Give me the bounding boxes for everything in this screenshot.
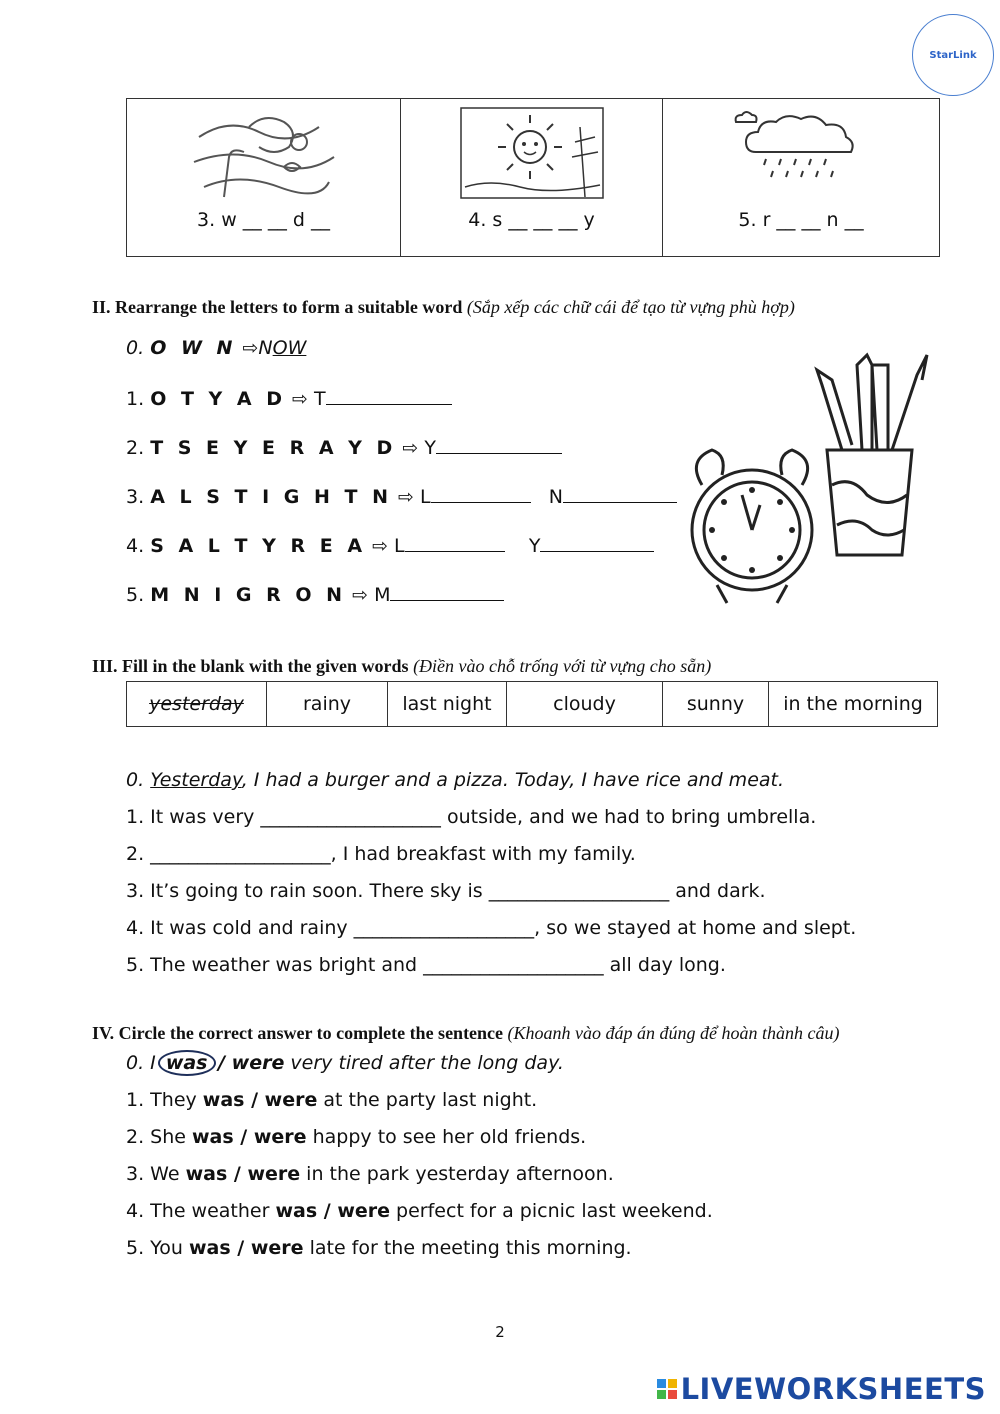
fill-sentence-2[interactable]: 2. ___________________, I had breakfast with my family. (126, 843, 636, 865)
scrambled-letters: A L S T I G H T N (150, 486, 392, 508)
word-bank-word: last night (402, 693, 492, 715)
answer-blank[interactable] (436, 435, 562, 454)
arrow-icon: ⇨ (352, 584, 369, 606)
scrambled-letters: O T Y A D (150, 388, 286, 410)
word-bank-word: sunny (686, 693, 745, 715)
picture-cell-sunny (401, 99, 663, 256)
rearrange-row-2 (126, 435, 562, 459)
scrambled-letters: T S E Y E R A Y D (150, 437, 397, 459)
liveworksheets-logo-icon (657, 1379, 677, 1399)
answer-blank[interactable] (390, 582, 504, 601)
row-number: 2. (126, 437, 145, 459)
option-separator: / (227, 1163, 248, 1185)
row-number: 0. (126, 337, 145, 359)
option-separator: / (317, 1200, 338, 1222)
circle-sentence-5 (126, 1237, 632, 1259)
section-4-title: IV. Circle the correct answer to complete the sentence (92, 1023, 504, 1043)
picture-label: 4. s __ __ __ y (468, 209, 595, 231)
option-were[interactable]: were (337, 1200, 391, 1222)
rearrange-row-4 (126, 533, 654, 557)
example-rest: , I had a burger and a pizza. Today, I have rice and meat. (241, 769, 785, 791)
section-2-heading (92, 297, 795, 318)
word-bank-cell (267, 682, 388, 726)
word-bank-cell (127, 682, 267, 726)
rearrange-row-5 (126, 582, 504, 606)
clock-and-pencil-cup-icon (672, 345, 934, 607)
option-was[interactable]: was (192, 1126, 234, 1148)
option: were (231, 1052, 285, 1074)
sentence-start: 3. We (126, 1163, 186, 1185)
option-was[interactable]: was (275, 1200, 318, 1222)
example-number: 0. (126, 769, 145, 791)
picture-label: 5. r __ __ n __ (738, 209, 864, 231)
fill-sentence-4[interactable]: 4. It was cold and rainy ___________________, so we stayed at home and slept. (126, 917, 857, 939)
circled-option: was (158, 1050, 216, 1076)
sentence-end: happy to see her old friends. (306, 1126, 587, 1148)
sentence-end: at the party last night. (317, 1089, 538, 1111)
scrambled-letters: S A L T Y R E A (150, 535, 367, 557)
word-bank (126, 681, 938, 727)
answer-blank[interactable] (431, 484, 531, 503)
circle-sentence-4 (126, 1200, 713, 1222)
answer-blank[interactable] (563, 484, 677, 503)
option-separator: / (211, 1052, 232, 1074)
option-was[interactable]: was (185, 1163, 228, 1185)
option-separator: / (230, 1237, 251, 1259)
weather-picture-table (126, 98, 940, 257)
sunny-icon (460, 107, 604, 201)
section-4-subtitle: (Khoanh vào đáp án đúng để hoàn thành câu) (507, 1023, 840, 1043)
scrambled-letters: O W N (150, 337, 237, 359)
section-4-heading (92, 1023, 840, 1044)
arrow-icon: ⇨ (292, 388, 308, 410)
scrambled-letters: M N I G R O N (150, 584, 347, 606)
option-were[interactable]: were (250, 1237, 304, 1259)
rearrange-row-1 (126, 386, 452, 410)
sentence-end: in the park yesterday afternoon. (300, 1163, 614, 1185)
picture-label: 3. w __ __ d __ (197, 209, 330, 231)
row-number: 5. (126, 584, 145, 606)
sentence-start: 4. The weather (126, 1200, 276, 1222)
answer-blank[interactable] (405, 533, 505, 552)
brand-text: LIVEWORKSHEETS (680, 1372, 986, 1406)
rainy-icon (726, 107, 876, 187)
word-bank-word: in the morning (783, 693, 923, 715)
option-separator: / (233, 1126, 254, 1148)
section-3-subtitle: (Điền vào chỗ trống với từ vựng cho sẵn) (413, 656, 712, 676)
page-number: 2 (495, 1323, 505, 1341)
row-number: 4. (126, 535, 145, 557)
answer-rest: OW (272, 337, 307, 359)
sentence-end: very tired after the long day. (284, 1052, 564, 1074)
fill-sentence-3[interactable]: 3. It’s going to rain soon. There sky is ___________________ and dark. (126, 880, 766, 902)
option-was[interactable]: was (188, 1237, 231, 1259)
word-bank-word: yesterday (149, 693, 244, 715)
option-was[interactable]: was (202, 1089, 245, 1111)
picture-cell-windy (127, 99, 401, 256)
example-answer: Yesterday (150, 769, 242, 791)
circle-example (126, 1052, 564, 1074)
sentence-end: late for the meeting this morning. (303, 1237, 632, 1259)
picture-cell-rainy (663, 99, 939, 256)
sentence-start: 2. She (126, 1126, 192, 1148)
word-bank-word: cloudy (553, 693, 616, 715)
arrow-icon: ⇨ (398, 486, 414, 508)
option-were[interactable]: were (264, 1089, 318, 1111)
answer-blank[interactable] (326, 386, 452, 405)
section-3-heading (92, 656, 711, 677)
circle-sentence-1 (126, 1089, 537, 1111)
hint-letter: L (394, 535, 405, 557)
word-bank-word: rainy (302, 693, 352, 715)
circle-sentence-2 (126, 1126, 586, 1148)
rearrange-row-3 (126, 484, 677, 508)
starlink-logo (912, 14, 994, 96)
arrow-icon: ⇨ (372, 535, 388, 557)
row-number: 1. (126, 388, 145, 410)
section-2-title: II. Rearrange the letters to form a suitable word (92, 297, 463, 317)
row-number: 3. (126, 486, 145, 508)
fill-example (126, 769, 784, 791)
hint-letter: L (420, 486, 431, 508)
liveworksheets-brand[interactable] (657, 1372, 986, 1406)
hint-letter: N (548, 486, 563, 508)
hint-letter: T (314, 388, 326, 410)
option-were[interactable]: were (247, 1163, 301, 1185)
hint-letter: Y (528, 535, 541, 557)
section-2-subtitle: (Sắp xếp các chữ cái để tạo từ vựng phù hợp) (466, 297, 795, 317)
hint-letter: M (374, 584, 391, 606)
rearrange-row-0 (126, 337, 306, 359)
arrow-icon: ⇨ (402, 437, 419, 459)
answer-blank[interactable] (540, 533, 654, 552)
word-bank-cell (507, 682, 663, 726)
fill-sentence-5[interactable]: 5. The weather was bright and ___________________ all day long. (126, 954, 726, 976)
fill-sentence-1[interactable]: 1. It was very ___________________ outside, and we had to bring umbrella. (126, 806, 817, 828)
logo-text: StarLink (929, 49, 977, 61)
sentence-end: perfect for a picnic last weekend. (390, 1200, 713, 1222)
section-3-title: III. Fill in the blank with the given words (92, 656, 409, 676)
circle-sentence-3 (126, 1163, 614, 1185)
sentence-start: 0. I (126, 1052, 162, 1074)
word-bank-cell (663, 682, 769, 726)
sentence-start: 1. They (126, 1089, 203, 1111)
hint-letter: Y (424, 437, 436, 459)
option-were[interactable]: were (253, 1126, 307, 1148)
answer-prefix: N (258, 337, 273, 359)
option-separator: / (244, 1089, 265, 1111)
sentence-start: 5. You (126, 1237, 189, 1259)
windy-icon (189, 107, 339, 207)
word-bank-cell (769, 682, 937, 726)
arrow-icon: ⇨ (242, 337, 259, 359)
word-bank-cell (388, 682, 507, 726)
